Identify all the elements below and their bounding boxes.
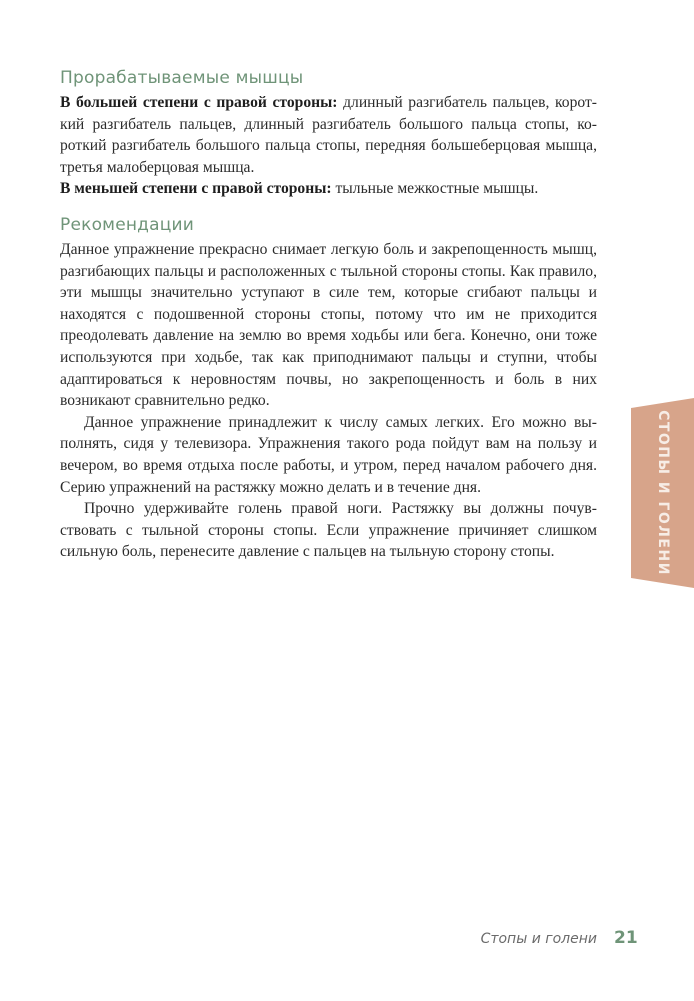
side-tab-label: СТОПЫ И ГОЛЕНИ bbox=[654, 410, 671, 576]
page-number: 21 bbox=[614, 928, 638, 948]
page-content bbox=[60, 66, 597, 563]
muscles-secondary-text: тыльные межкостные мышцы. bbox=[331, 180, 539, 198]
chapter-side-tab bbox=[631, 398, 694, 588]
page-footer bbox=[0, 928, 694, 952]
recommendation-paragraph-2: Данное упражнение принадлежит к числу самых легких. Его можно выполнять, сидя у телевизора. Упражнения такого рода пойдут вам на пользу и вечером, во время отдыха после работы, и утром, перед началом рабочего дня. Серию упражнений на растяжку можно делать и в течение дня. bbox=[60, 413, 597, 496]
muscles-primary-paragraph bbox=[60, 92, 597, 178]
muscles-secondary-label: В меньшей степени с правой стороны: bbox=[60, 180, 332, 198]
footer-chapter-title: Стопы и голени bbox=[480, 931, 597, 947]
recommendation-paragraph-1: Данное упражнение прекрасно снимает легкую боль и закрепощенность мышц, разгибающих пальцы и расположенных с тыльной стороны стопы. Как правило, эти мышцы значительно уступают в силе тем, которые сгибают пальцы и находятся с подошвенной стороны стопы, потому что им не приходится преодолевать давление на землю во время ходьбы или бега. Конечно, они тоже используются при ходьбе, так как приподнимают пальцы и ступни, чтобы адаптироваться к неровностям почвы, но закрепощенность и боль в них возникают сравнительно редко. bbox=[60, 240, 597, 410]
section-heading-recommendations: Рекомендации bbox=[60, 214, 195, 235]
muscles-primary-text: длинный разгибатель пальцев, короткий разгибатель пальцев, длинный разгибатель большого пальца стопы, короткий разгибатель большого пальца стопы, передняя большеберцовая мышца, третья малоберцовая мышца. bbox=[60, 94, 597, 176]
muscles-primary-label: В большей степени с правой стороны: bbox=[60, 94, 338, 111]
section-heading-muscles: Прорабатываемые мышцы bbox=[60, 68, 304, 88]
recommendation-paragraph-3: Прочно удерживайте голень правой ноги. Растяжку вы должны почувствовать с тыльной стороны стопы. Если упражнение причиняет слишком сильную боль, перенесите давление с пальцев на тыльную сторону стопы. bbox=[60, 500, 597, 561]
muscles-secondary-paragraph bbox=[60, 178, 597, 200]
